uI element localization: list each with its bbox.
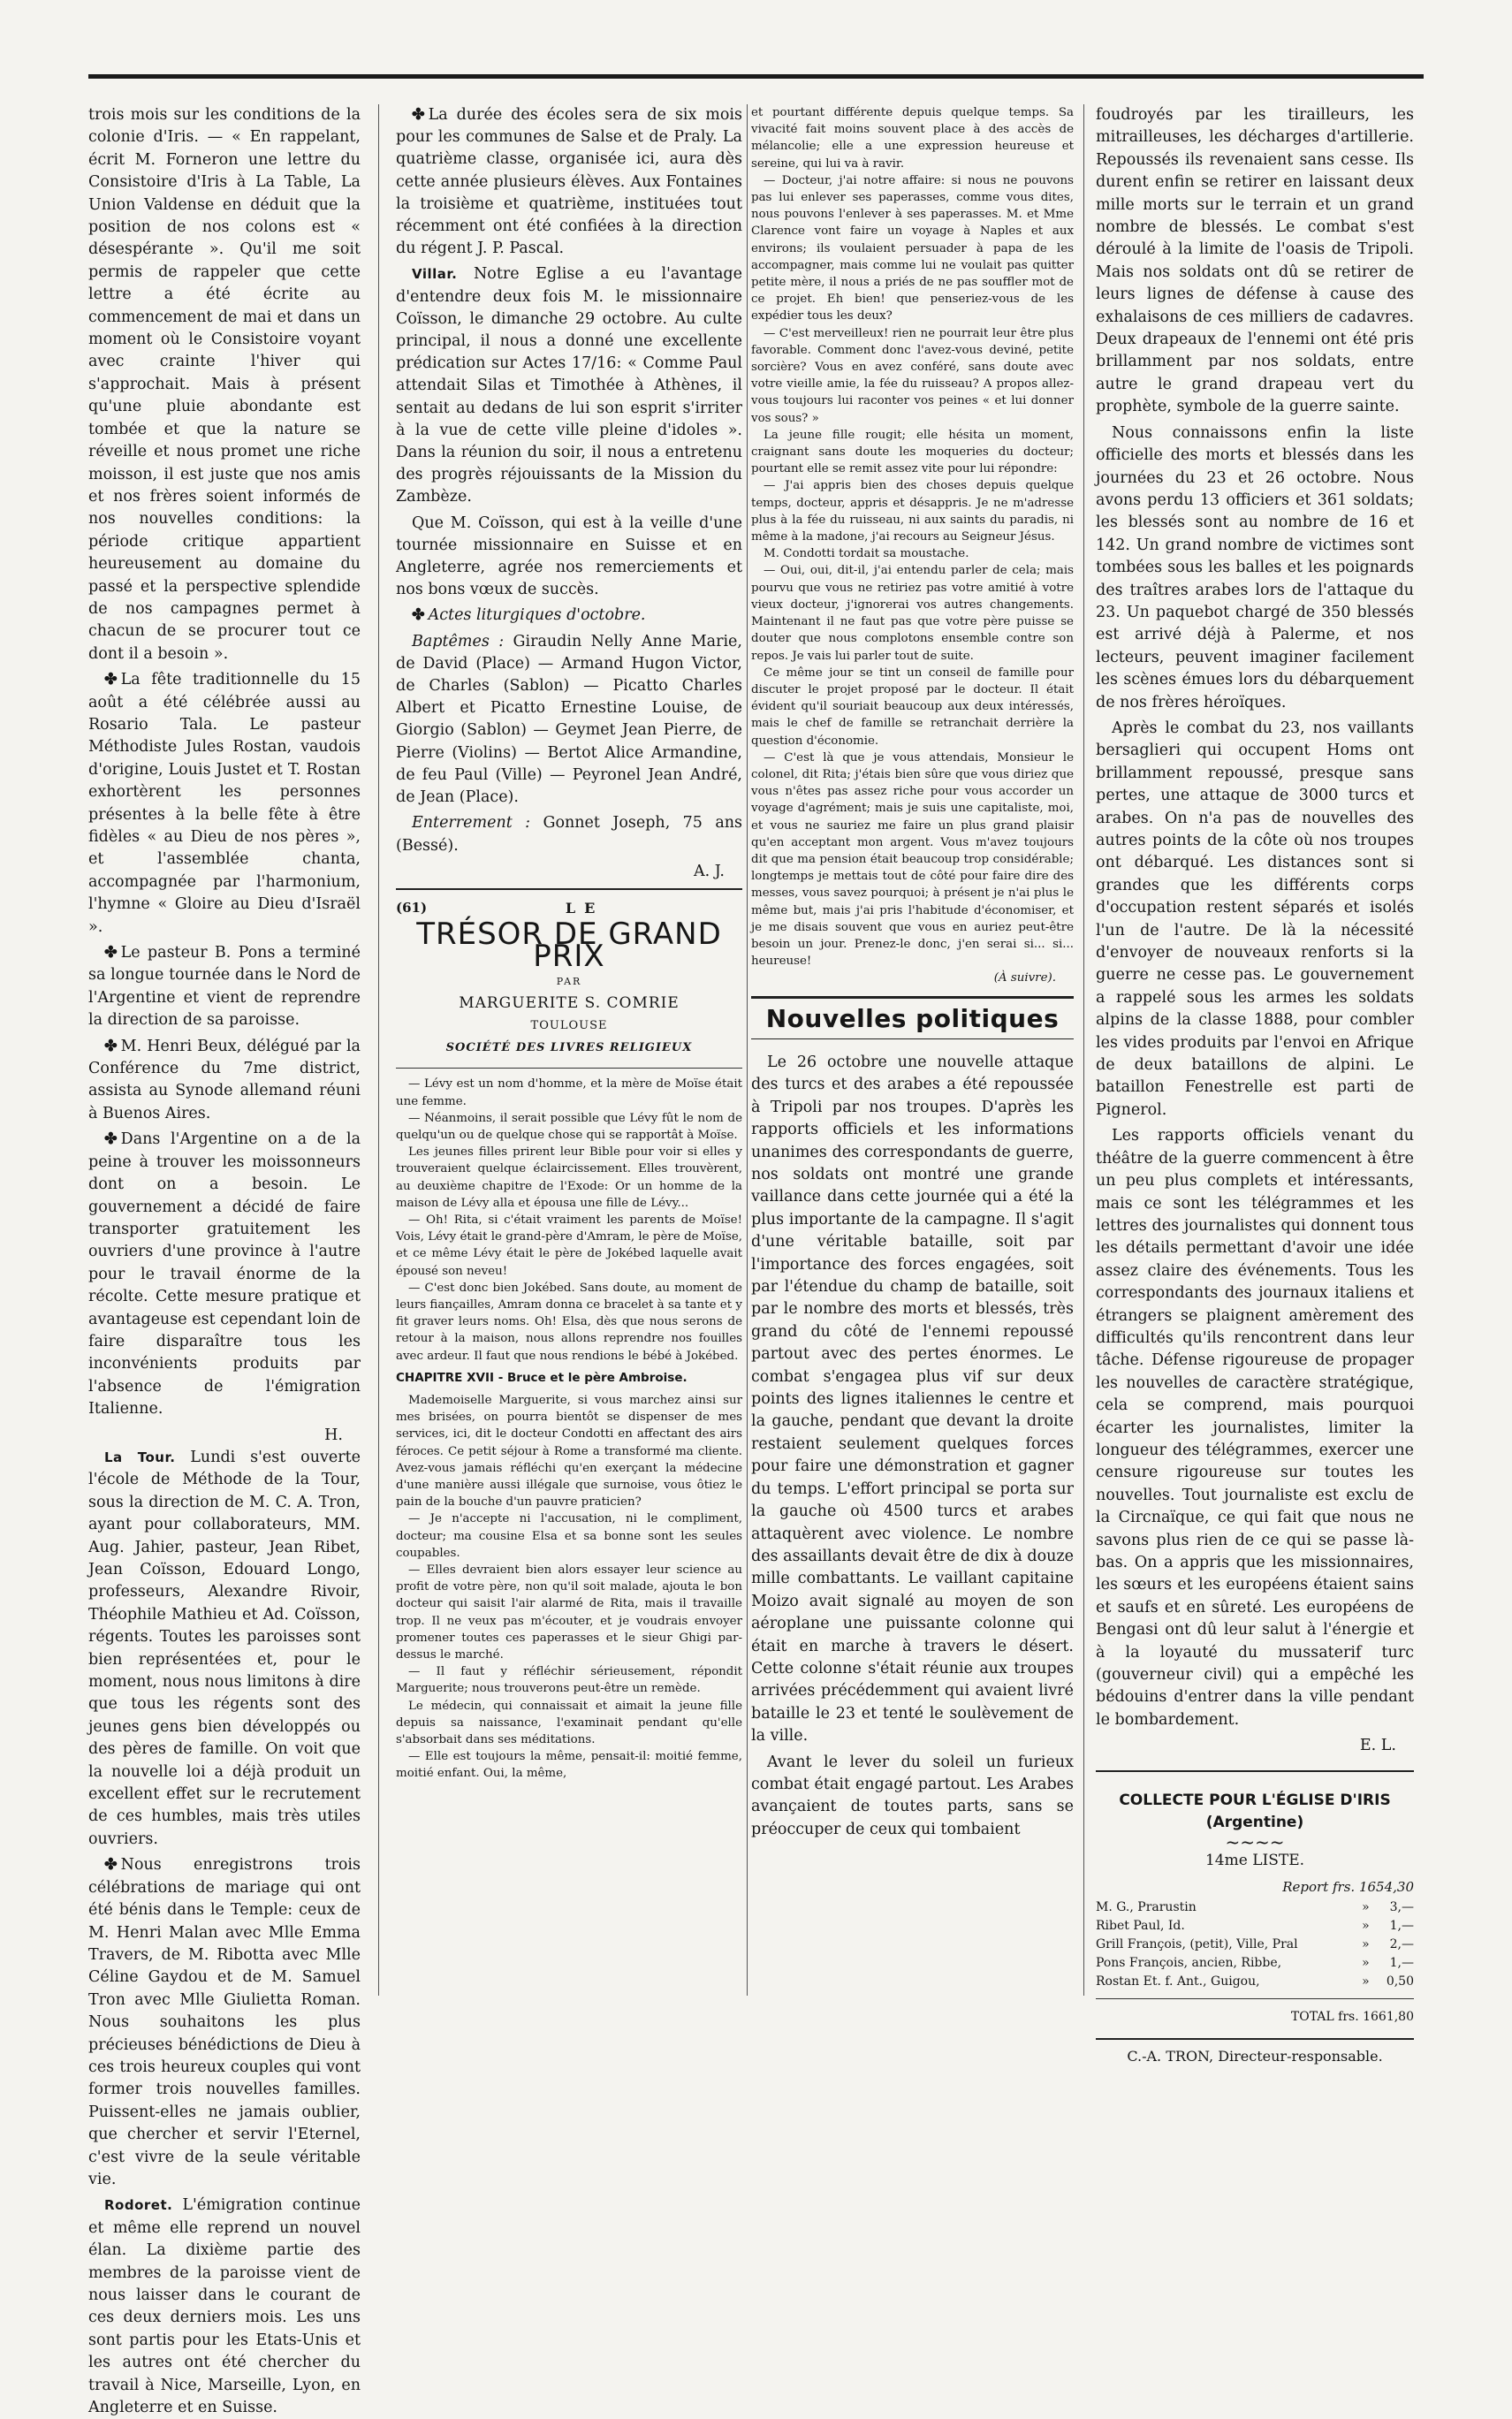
serial-paragraph: — Néanmoins, il serait possible que Lévy fût le nom de quelqu'un ou de quelque chose qui se rapportât à Moïse. xyxy=(396,1111,742,1142)
signature-h: H. xyxy=(324,1426,343,1444)
table-row xyxy=(1096,1936,1414,1954)
a-suivre: (À suivre). xyxy=(993,971,1056,985)
donations-table xyxy=(1096,1898,1414,1991)
donation-amount: 3,— xyxy=(1389,1900,1414,1915)
column-divider xyxy=(378,104,379,1996)
serial-paragraph: Les jeunes filles prirent leur Bible pour voir si elles y trouveraient quelque éclaircissement. Elles trouvèrent, au deuxième chapitre de l'Exode: Or un homme de la maison de Lévy alla et épousa une fille de Lévy... xyxy=(396,1145,742,1210)
paragraph-coisson: Que M. Coïsson, qui est à la veille d'une tournée missionnaire en Suisse et en Angleterre, agrée nos remerciements et nos bons vœux de succès. xyxy=(396,513,742,599)
donation-amount: 0,50 xyxy=(1386,1974,1414,1989)
paragraph-moissonneurs: ✤ Dans l'Argentine on a de la peine à trouver les moissonneurs dont on a besoin. Le gouvernement a décidé de faire transporter gratuitement les ouvriers d'une province à l'autre pour le travail énorme de la récolte. Cette mesure pratique et avantageuse est cependant loin de faire disparaître tous les inconvénients produits par l'absence de l'émigration Italienne. xyxy=(88,1130,361,1419)
serial-title: TRÉSOR DE GRAND PRIX xyxy=(416,917,722,975)
serial-number: (61) xyxy=(396,899,428,916)
serial-city: TOULOUSE xyxy=(530,1018,608,1032)
signature-aj: A. J. xyxy=(694,862,725,880)
serial-paragraph: Mademoiselle Marguerite, si vous marchez ainsi sur mes brisées, on pourra bientôt se dispenser de mes services, ici, dit le docteur Condotti en affectant des airs féroces. Ce petit séjour à Rome a transformé ma cliente. Avez-vous jamais réfléchi qu'en exerçant la médecine d'une manière aussi illégale que surnoise, vous ôtiez le pain de la bouche d'un pauvre praticien? xyxy=(396,1393,742,1510)
paragraph-news: Avant le lever du soleil un furieux combat était engagé partout. Les Arabes avançaient de toutes parts, sans se préoccuper de ceux qui tombaient xyxy=(751,1753,1074,1838)
serial-paragraph: M. Condotti tordait sa moustache. xyxy=(764,547,969,561)
donor-name: Pons François, ancien, Ribbe, xyxy=(1096,1956,1282,1971)
column-2 xyxy=(396,104,742,2004)
table-row xyxy=(1096,1973,1414,1991)
report-row: Report frs. 1654,30 xyxy=(1282,1878,1414,1895)
clover-icon: ✤ xyxy=(412,106,425,124)
serial-paragraph: — Docteur, j'ai notre affaire: si nous ne pouvons pas lui enlever ses paperasses, comme vous dites, nous pouvons l'enlever à ses paperasses. M. et Mme Clarence vont faire un voyage à Naples et aux environs; ils voulaient persuader à papa de les accompagner, mais comme lui ne voulait pas quitter petite mère, il nous a priés de ne pas souffler mot de ce projet. Eh bien! que penseriez-vous de les expédier tous les deux? xyxy=(751,173,1074,323)
donation-amount: 1,— xyxy=(1389,1956,1414,1971)
paragraph-mariages: ✤ Nous enregistrons trois célébrations de mariage qui ont été bénis dans le Temple: ceux de M. Henri Malan avec Mlle Emma Travers, de M. Ribotta avec Mlle Céline Gaydou et de M. Samuel Tron avec Mlle Giulietta Roman. Nous souhaitons les plus précieuses bénédictions de Dieu à ces trois heureux couples qui vont former trois nouvelles familles. Puissent-elles ne jamais oublier, que chercher et servir l'Eternel, c'est vivre de la seule véritable vie. xyxy=(88,1856,361,2188)
clover-icon: ✤ xyxy=(104,1856,118,1875)
collecte-heading: COLLECTE POUR L'ÉGLISE D'IRIS (Argentine) xyxy=(1096,1770,1414,1835)
donation-amount: 2,— xyxy=(1389,1937,1414,1952)
paragraph-beux: ✤ M. Henri Beux, délégué par la Conférence du 7me district, assista au Synode allemand réuni à Buenos Aires. xyxy=(88,1037,361,1122)
ditto-mark: » xyxy=(1362,1900,1370,1915)
serial-paragraph: — Je n'accepte ni l'accusation, ni le compliment, docteur; ma cousine Elsa et sa bonne sont les seules coupables. xyxy=(396,1512,742,1560)
table-row xyxy=(1096,1954,1414,1973)
serial-publisher: SOCIÉTÉ DES LIVRES RELIGIEUX xyxy=(396,1037,742,1069)
paragraph-latour: La Tour. Lundi s'est ouverte l'école de Méthode de la Tour, sous la direction de M. C. A. Tron, ayant pour collaborateurs, MM. Aug. Jahier, pasteur, Jean Ribet, Jean Coïsson, Edouard Longo, professeurs, Alexandre Rivoir, Théophile Mathieu et Ad. Coïsson, régents. Toutes les paroisses sont bien représentées et, pour le moment, nous nous limitons à dire que tous les régents sont des jeunes gens bien développés ou des pères de famille. On voit que la nouvelle loi a déjà produit un excellent effet sur le recrutement de ces humbles, mais très utiles ouvriers. xyxy=(88,1448,361,1848)
serial-paragraph: et pourtant différente depuis quelque temps. Sa vivacité fait moins souvent place à des accès de mélancolie; elle a une expression heureuse et sereine, qui lui va à ravir. xyxy=(751,106,1074,171)
paragraph-pons: ✤ Le pasteur B. Pons a terminé sa longue tournée dans le Nord de l'Argentine et vient de reprendre la direction de sa paroisse. xyxy=(88,944,361,1030)
paragraph-villar: Villar. Notre Eglise a eu l'avantage d'entendre deux fois M. le missionnaire Coïsson, le dimanche 29 octobre. Au culte principal, il nous a donné une excellente prédication sur Actes 17/16: « Comme Paul attendait Silas et Timothée à Athènes, il sentait au dedans de lui son esprit s'irriter à la vue de cette ville pleine d'idoles ». Dans la réunion du soir, il nous a entretenu des progrès réjouissants de la Mission du Zambèze. xyxy=(396,265,742,506)
paragraph-actes: ✤ Actes liturgiques d'octobre. xyxy=(412,606,646,625)
serial-paragraph: Ce même jour se tint un conseil de famille pour discuter le projet proposé par le docteur. Il était évident qu'il souriait beaucoup aux deux intéressés, mais le chef de famille se retranchait derrière la question d'économie. xyxy=(751,666,1074,748)
column-1 xyxy=(88,104,361,2417)
serial-paragraph: — Oui, oui, dit-il, j'ai entendu parler de cela; mais pourvu que vous ne retiriez pas votre amitié à votre vieux docteur, j'ignorerai vos autres changements. Maintenant il ne faut pas que votre père puisse se douter que nous complotons ensemble contre son repos. Je vais lui parler tout de suite. xyxy=(751,564,1074,663)
paragraph-baptemes: Baptêmes : Giraudin Nelly Anne Marie, de David (Place) — Armand Hugon Victor, de Charles (Sablon) — Picatto Charles Albert et Picatto Ernestine Louise, de Giorgio (Sablon) — Geymet Jean Pierre, de Pierre (Violins) — Bertot Alice Armandine, de feu Paul (Ville) — Peyronel Jean André, de Jean (Place). xyxy=(396,632,742,807)
ditto-mark: » xyxy=(1362,1937,1370,1952)
donation-amount: 1,— xyxy=(1389,1919,1414,1934)
serial-paragraph: — Elles devraient bien alors essayer leur science au profit de votre père, non qu'il soit malade, ajouta le bon docteur qui saisit l'air alarmé de Rita, mais il travaille trop. Il ne veux pas m'écouter, et je voudrais envoyer promener toutes ces paperasses et le sieur Ghigi par-dessus le marché. xyxy=(396,1563,742,1662)
serial-paragraph: — C'est donc bien Jokébed. Sans doute, au moment de leurs fiançailles, Amram donna ce bracelet à sa tante et y fit graver leurs noms. Oh! Elsa, dès que nous serons de retour à la maison, nous allons reprendre nos fouilles avec ardeur. Il faut que nous rendions le bébé à Jokébed. xyxy=(396,1281,742,1363)
ditto-mark: » xyxy=(1362,1919,1370,1934)
donor-name: M. G., Prarustin xyxy=(1096,1900,1197,1915)
ditto-mark: » xyxy=(1362,1956,1370,1971)
signature-el: E. L. xyxy=(1359,1737,1396,1755)
top-rule xyxy=(88,74,1424,79)
serial-par: PAR xyxy=(556,975,582,987)
clover-icon: ✤ xyxy=(104,1130,118,1149)
heading-villar: Villar. xyxy=(412,266,458,283)
column-4 xyxy=(1096,104,1414,2065)
clover-icon: ✤ xyxy=(104,1037,118,1055)
serial-paragraph: Le médecin, qui connaissait et aimait la jeune fille depuis sa naissance, l'examinait pendant qu'elle s'absorbait dans ses méditations. xyxy=(396,1699,742,1747)
serial-paragraph: — Elle est toujours la même, pensait-il: moitié femme, moitié enfant. Oui, la même, xyxy=(396,1750,742,1781)
paragraph-enterrement: Enterrement : Gonnet Joseph, 75 ans (Bessé). xyxy=(396,814,742,855)
total-row: TOTAL frs. 1661,80 xyxy=(1096,1998,1414,2028)
ornament: ~~~~ xyxy=(1225,1831,1285,1853)
serial-paragraph: — Lévy est un nom d'homme, et la mère de Moïse était une femme. xyxy=(396,1077,742,1108)
heading-rodoret: Rodoret. xyxy=(104,2197,173,2214)
ditto-mark: » xyxy=(1362,1974,1370,1989)
paragraph-news: Nous connaissons enfin la liste officielle des morts et blessés dans les journées du 23 et 26 octobre. Nous avons perdu 13 officiers et 361 soldats; les blessés sont au nombre de 16 et 142. Un grand nombre de victimes sont tombées sous les balles et les poignards des traîtres arabes lors de l'attaque du 23. Un paquebot chargé de 350 blessés est arrivé déjà à Palerme, et nos lecteurs, peuvent imaginer facilement les scènes émues lors du débarquement de nos frères héroïques. xyxy=(1096,423,1414,711)
paragraph-news: Les rapports officiels venant du théâtre de la guerre commencent à être un peu plus complets et intéressants, mais ce sont les télégrammes et les lettres des journalistes qui donnent tous les détails permettant d'avoir une idée assez claire des événements. Tous les correspondants des journaux italiens et étrangers se plaignent amèrement des difficultés qu'ils rencontrent dans leur tâche. Défense rigoureuse de propager les nouvelles de caractère stratégique, cela se comprend, mais pourquoi écarter les journalistes, limiter la longueur des télégrammes, exercer une censure rigoureuse sur toutes les nouvelles. Tout journaliste est exclu de la Circnaïque, ce qui fait que nous ne savons plus rien de ce qui se passe là-bas. On a appris que les missionnaires, les sœurs et les européens étaient sains et saufs et en sûreté. Les européens de Bengasi ont dû leur salut à l'énergie et à la loyauté du mussaterif turc (gouverneur civil) qui a empêché les bédouins d'entrer dans la ville pendant le bombardement. xyxy=(1096,1127,1414,1729)
serial-paragraph: La jeune fille rougit; elle hésita un moment, craignant sans doute les moqueries du docteur; pourtant elle se remit assez vite pour lui répondre: xyxy=(751,428,1074,476)
column-divider xyxy=(1083,104,1084,1996)
clover-icon: ✤ xyxy=(104,944,118,962)
serial-paragraph: — C'est là que je vous attendais, Monsieur le colonel, dit Rita; j'étais bien sûre que vous diriez que vous n'êtes pas assez riche pour vous accorder un voyage d'agrément; mais je suis une capitaliste, moi, et vous ne sauriez me faire un plus grand plaisir qu'en acceptant mon argent. Vous m'avez toujours dit que ma pension était beaucoup trop considérable; longtemps je mettais tout de côté pour faire dire des messes, vous savez pourquoi; à présent je n'ai plus le même but, mais j'ai pris l'habitude d'économiser, et je me disais souvent que vous en auriez peut-être besoin un jour. Prenez-le donc, j'en serai si... si... heureuse! xyxy=(751,750,1074,969)
section-heading-nouvelles-politiques: Nouvelles politiques xyxy=(751,996,1074,1039)
donor-name: Grill François, (petit), Ville, Pral xyxy=(1096,1937,1298,1952)
column-3 xyxy=(751,104,1074,2004)
serial-continued xyxy=(751,104,1074,987)
serial-author: MARGUERITE S. COMRIE xyxy=(459,993,680,1012)
chapter-heading: CHAPITRE XVII - Bruce et le père Ambroise. xyxy=(396,1370,688,1385)
serial-le: LE xyxy=(565,899,604,917)
paragraph-news: foudroyés par les tirailleurs, les mitrailleuses, les décharges d'artillerie. Repoussés ils revenaient sans cesse. Ils durent enfin se retirer en laissant deux mille morts sur le terrain et un grand nombre de blessés. Le combat s'est déroulé à la limite de l'oasis de Tripoli. Mais nos soldats ont dû se retirer de leurs lignes de défense à cause des exhalaisons de ces milliers de cadavres. Deux drapeaux de l'ennemi ont été pris brillamment par nos soldats, entre autre le grand drapeau vert du prophète, symbole de la guerre sainte. xyxy=(1096,106,1414,416)
serial-body xyxy=(396,1076,742,1782)
article-iris-text: trois mois sur les conditions de la colonie d'Iris. — « En rappelant, écrit M. Forneron une lettre du Consistoire d'Iris à La Table, La Union Valdense en déduit que la position de nos colons est « désespérante ». Qu'il me soit permis de rappeler que cette lettre a été écrite au commencement de mai et dans un moment où le Consistoire voyant avec crainte l'hiver qui s'approchait. Mais à présent qu'une pluie abondante est tombée et que la nature se réveille et nous promet une riche moisson, il est juste que nos amis et nos frères soient informés de nos nouvelles conditions: la période critique appartient heureusement au domaine du passé et la perspective splendide de nos campagnes permet à chacun de se procurer tout ce dont il a besoin ». xyxy=(88,106,361,663)
paragraph-news: Le 26 octobre une nouvelle attaque des turcs et des arabes a été repoussée à Tripoli par nos troupes. D'après les rapports officiels et les informations unanimes des correspondants de guerre, nos soldats ont montré une grande vaillance dans cette journée qui a été la plus importante de la campagne. Il s'agit d'une véritable bataille, soit par l'importance des forces engagées, soit par l'étendue du champ de bataille, soit par le nombre des morts et blessés, très grand du côté de l'ennemi repoussé partout avec des pertes énormes. Le combat s'engagea plus vif sur deux points des lignes italiennes le centre et la gauche, pendant que devant la droite restaient seulement quelques forces pour faire une démonstration et gagner du temps. L'effort principal se porta sur la gauche où 4500 turcs et arabes attaquèrent avec violence. Le nombre des assaillants devait être de dix à douze mille combattants. Le vaillant capitaine Moizo avait signalé au moyen de son aéroplane une puissante colonne qui était en marche à travers le désert. Cette colonne s'était réunie aux troupes arrivées précédemment qui avaient livré bataille le 23 et tenté le soulèvement de la ville. xyxy=(751,1053,1074,1746)
donor-name: Ribet Paul, Id. xyxy=(1096,1919,1185,1934)
liste-title: 14me LISTE. xyxy=(1204,1852,1305,1870)
serial-paragraph: — Oh! Rita, si c'était vraiment les parents de Moïse! Vois, Lévy était le grand-père d'Amram, le père de Moïse, et ce même Lévy était le père de Jokébed laquelle avait épousé son neveu! xyxy=(396,1213,742,1278)
serial-paragraph: — C'est merveilleux! rien ne pourrait leur être plus favorable. Comment donc l'avez-vous deviné, petite sorcière? Vous en avez conféré, sans doute avec votre vieille amie, la fée du ruisseau? A propos allez-vous toujours lui raconter vos peines « et lui donner vos sous? » xyxy=(751,326,1074,425)
column-divider xyxy=(747,104,748,1996)
paragraph-news: Après le combat du 23, nos vaillants bersaglieri qui occupent Homs ont brillamment repoussé, presque sans pertes, une attaque de 3000 turcs et arabes. On n'a pas de nouvelles des autres points de la côte où nos troupes ont débarqué. Les distances sont si grandes que les différents corps d'occupation restent séparés et isolés l'un de l'autre. De là la nécessité d'envoyer de nouveaux renforts si la guerre ne cesse pas. Le gouvernement a rappelé sous les armes les soldats alpins de la classe 1888, pour combler les vides produits par l'envoi en Afrique de deux bataillons de alpini. Le bataillon Fenestrelle est parti de Pignerol. xyxy=(1096,719,1414,1119)
table-row xyxy=(1096,1898,1414,1917)
paragraph-fete: ✤ La fête traditionnelle du 15 août a été célébrée aussi au Rosario Tala. Le pasteur Méthodiste Jules Rostan, vaudois d'origine, Louis Justet et T. Rostan exhortèrent les personnes présentes à la belle fête à être fidèles « au Dieu de nos pères », et l'assemblée chanta, accompagnée par l'harmonium, l'hymne « Gloire au Dieu d'Israël ». xyxy=(88,671,361,936)
heading-la-tour: La Tour. xyxy=(104,1449,176,1465)
serial-paragraph: — Il faut y réfléchir sérieusement, répondit Marguerite; nous trouverons peut-être un remède. xyxy=(396,1665,742,1696)
director-signature: C.-A. TRON, Directeur-responsable. xyxy=(1096,2038,1414,2067)
paragraph-ecoles: ✤ La durée des écoles sera de six mois pour les communes de Salse et de Praly. La quatrième classe, organisée ici, aura dès cette année plusieurs élèves. Aux Fontaines la troisième et quatrième, instituées tout récemment ont été confiées à la direction du régent J. P. Pascal. xyxy=(396,106,742,258)
clover-icon: ✤ xyxy=(104,671,118,689)
donor-name: Rostan Et. f. Ant., Guigou, xyxy=(1096,1974,1260,1989)
clover-icon: ✤ xyxy=(412,606,425,625)
paragraph-rodoret: Rodoret. L'émigration continue et même elle reprend un nouvel élan. La dixième partie des membres de la paroisse vient de nous laisser dans le courant de ces deux derniers mois. Les uns sont partis pour les Etats-Unis et les autres ont été chercher du travail à Nice, Marseille, Lyon, en Angleterre et en Suisse. xyxy=(88,2196,361,2417)
serial-paragraph: — J'ai appris bien des choses depuis quelque temps, docteur, appris et désappris. Je ne m'adresse plus à la fée du ruisseau, ni aux saints du paradis, ni même à la madone, j'ai recours au Seigneur Jésus. xyxy=(751,479,1074,544)
serial-header xyxy=(396,888,742,1069)
table-row xyxy=(1096,1917,1414,1936)
